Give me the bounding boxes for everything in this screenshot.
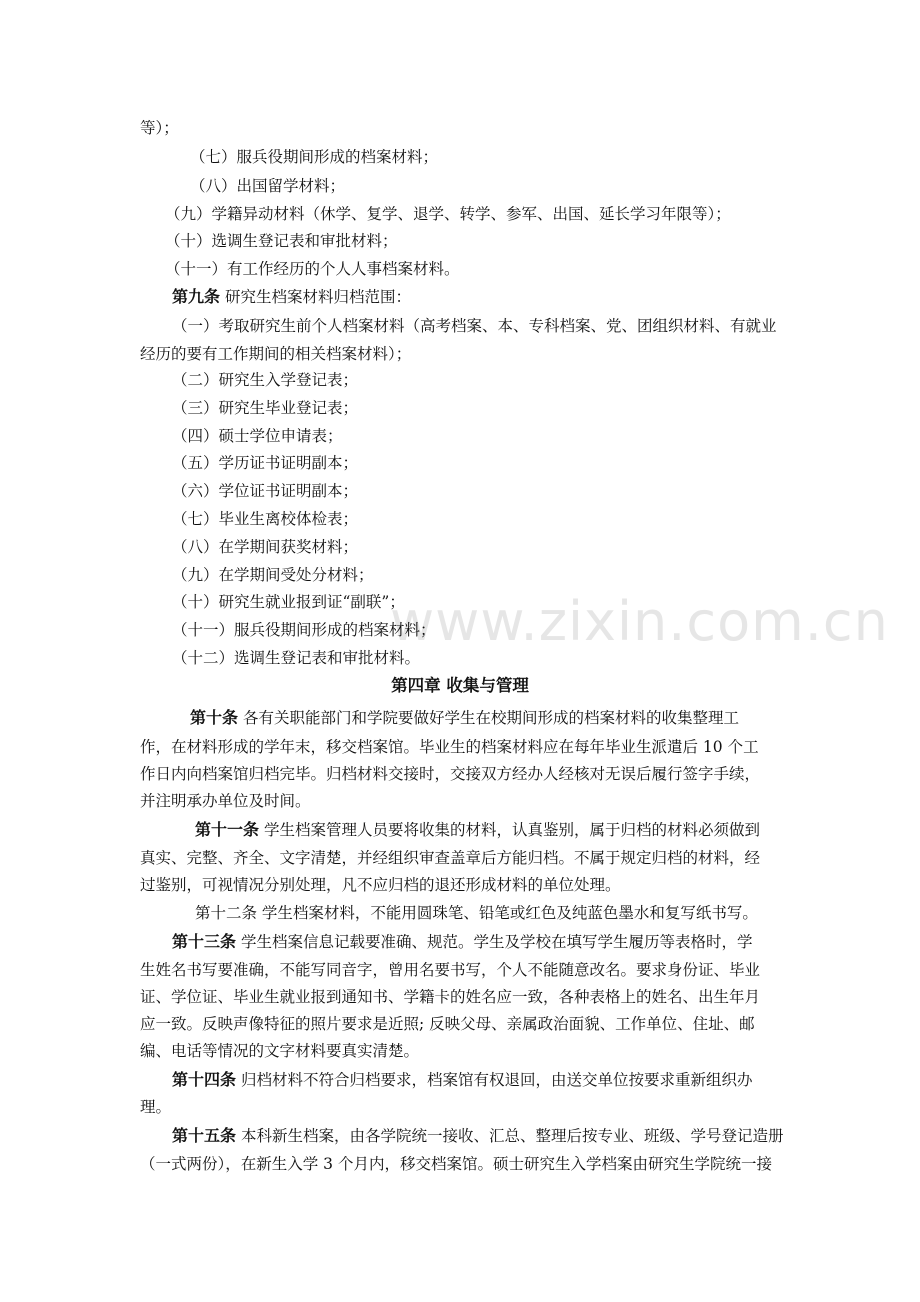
list-item: （七）毕业生离校体检表； [172,510,359,528]
article-14-text: 归档材料不符合归档要求，档案馆有权退回，由送交单位按要求重新组织办 [236,1071,753,1089]
article-14-line [172,1070,752,1090]
article-15-text: 本科新生档案，由各学院统一接收、汇总、整理后按专业、班级、学号登记造册 [236,1127,784,1145]
article-13-line [172,932,752,952]
text-line: 作日内向档案馆归档完毕。归档材料交接时，交接双方经办人经核对无误后履行签字手续， [140,765,761,783]
article-12-line: 第十二条 学生档案材料，不能用圆珠笔、铅笔或红色及纯蓝色墨水和复写纸书写。 [195,904,758,922]
article-9-head: 第九条 [172,287,221,306]
list-item: （十）研究生就业报到证“副联”； [172,593,405,611]
article-13-text: 学生档案信息记载要准确、规范。学生及学校在填写学生履历等表格时，学 [236,933,753,951]
list-item: （十一）服兵役期间形成的档案材料； [172,621,436,639]
watermark: www.zixin.com.cn [390,590,889,653]
list-item: （八）出国留学材料； [190,177,346,195]
article-11-head: 第十一条 [195,820,260,839]
article-10-line [190,708,739,728]
text-line: 理。 [140,1098,172,1116]
article-9-line [172,287,411,307]
article-10-head: 第十条 [190,708,239,727]
list-item: （九）学籍异动材料（休学、复学、退学、转学、参军、出国、延长学习年限等）； [165,205,731,223]
text-line: （一式两份），在新生入学 3 个月内，移交档案馆。硕士研究生入学档案由研究生学院统一接 [140,1155,772,1173]
article-14-head: 第十四条 [172,1070,237,1089]
list-item: （十）选调生登记表和审批材料； [165,232,398,250]
text-line: 等）； [140,119,179,137]
text-line: 过鉴别，可视情况分别处理，凡不应归档的退还形成材料的单位处理。 [140,876,621,894]
list-item: （四）硕士学位申请表； [172,427,343,445]
text-line: 证、学位证、毕业生就业报到通知书、学籍卡的姓名应一致，各种表格上的姓名、出生年月 [140,988,761,1006]
list-item: （九）在学期间受处分材料； [172,566,374,584]
text-line: 编、电话等情况的文字材料要真实清楚。 [140,1042,420,1060]
article-9-text: 研究生档案材料归档范围： [220,288,411,306]
article-11-text: 学生档案管理人员要将收集的材料，认真鉴别，属于归档的材料必须做到 [259,821,760,839]
list-item: （六）学位证书证明副本； [172,482,359,500]
text-line: 并注明承办单位及时间。 [140,792,311,810]
text-line: 作，在材料形成的学年末，移交档案馆。毕业生的档案材料应在每年毕业生派遣后 10 个工 [140,738,759,756]
article-11-line [195,820,760,840]
article-15-line [172,1126,783,1146]
list-item: （五）学历证书证明副本； [172,454,359,472]
list-item: （七）服兵役期间形成的档案材料； [190,148,439,166]
list-item: （十一）有工作经历的个人人事档案材料。 [165,260,460,278]
list-item: （一）考取研究生前个人档案材料（高考档案、本、专科档案、党、团组织材料、有就业 [172,317,777,335]
article-15-head: 第十五条 [172,1126,237,1145]
article-10-text: 各有关职能部门和学院要做好学生在校期间形成的档案材料的收集整理工 [238,709,739,727]
article-13-head: 第十三条 [172,932,237,951]
text-line: 真实、完整、齐全、文字清楚，并经组织审查盖章后方能归档。不属于规定归档的材料，经 [140,849,761,867]
list-item: （三）研究生毕业登记表； [172,399,359,417]
text-line: 经历的要有工作期间的相关档案材料）； [140,345,412,363]
text-line: 生姓名书写要准确，不能写同音字，曾用名要书写，个人不能随意改名。要求身份证、毕业 [140,961,761,979]
list-item: （十二）选调生登记表和审批材料。 [172,649,421,667]
list-item: （二）研究生入学登记表； [172,371,359,389]
list-item: （八）在学期间获奖材料； [172,538,359,556]
text-line: 应一致。反映声像特征的照片要求是近照; 反映父母、亲属政治面貌、工作单位、住址、邮 [140,1015,755,1033]
chapter-title: 第四章 收集与管理 [391,676,529,695]
